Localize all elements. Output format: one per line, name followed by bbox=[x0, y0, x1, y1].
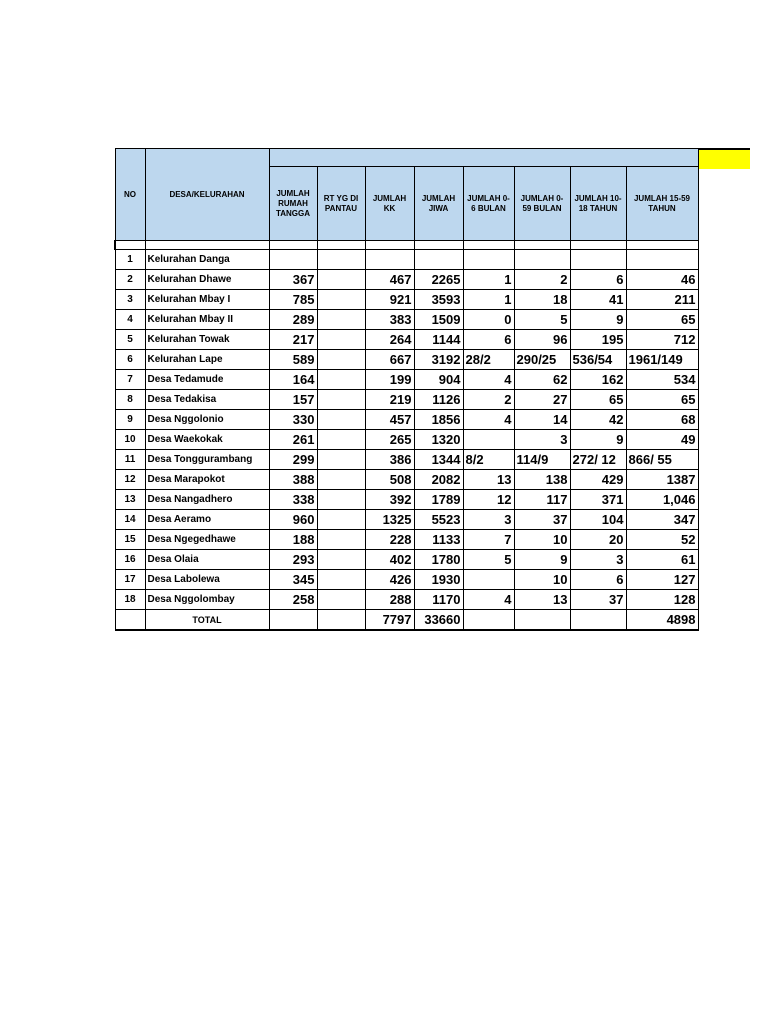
row-number: 1 bbox=[115, 250, 145, 270]
total-value: 33660 bbox=[414, 610, 463, 631]
table-row bbox=[115, 250, 698, 270]
row-value bbox=[317, 570, 365, 590]
table-body bbox=[115, 241, 698, 631]
column-header: JUMLAH 10-18 TAHUN bbox=[570, 167, 626, 241]
row-value: 5 bbox=[514, 310, 570, 330]
row-value: 13 bbox=[514, 590, 570, 610]
row-value: 114/9 bbox=[514, 450, 570, 470]
row-value: 217 bbox=[269, 330, 317, 350]
row-desa-name: Kelurahan Towak bbox=[145, 330, 269, 350]
row-value: 49 bbox=[626, 430, 698, 450]
total-value bbox=[514, 610, 570, 631]
row-value: 5523 bbox=[414, 510, 463, 530]
spacer-cell bbox=[414, 241, 463, 250]
row-value bbox=[317, 590, 365, 610]
row-value: 347 bbox=[626, 510, 698, 530]
row-value: 9 bbox=[514, 550, 570, 570]
header-row bbox=[115, 149, 698, 167]
table-row bbox=[115, 590, 698, 610]
row-value: 467 bbox=[365, 270, 414, 290]
row-number: 2 bbox=[115, 270, 145, 290]
row-value: 68 bbox=[626, 410, 698, 430]
row-value: 338 bbox=[269, 490, 317, 510]
row-value: 589 bbox=[269, 350, 317, 370]
row-desa-name: Desa Nggolombay bbox=[145, 590, 269, 610]
row-desa-name: Desa Ngegedhawe bbox=[145, 530, 269, 550]
row-number: 18 bbox=[115, 590, 145, 610]
row-value: 10 bbox=[514, 570, 570, 590]
row-desa-name: Desa Tonggurambang bbox=[145, 450, 269, 470]
row-value: 265 bbox=[365, 430, 414, 450]
row-value: 188 bbox=[269, 530, 317, 550]
row-value bbox=[365, 250, 414, 270]
row-value: 2 bbox=[463, 390, 514, 410]
row-value: 6 bbox=[463, 330, 514, 350]
spacer-cell bbox=[514, 241, 570, 250]
spacer-cell bbox=[317, 241, 365, 250]
row-value: 138 bbox=[514, 470, 570, 490]
spacer-cell bbox=[115, 241, 145, 250]
row-value: 12 bbox=[463, 490, 514, 510]
row-value bbox=[570, 250, 626, 270]
row-value: 65 bbox=[626, 310, 698, 330]
row-value bbox=[317, 490, 365, 510]
row-desa-name: Desa Tedakisa bbox=[145, 390, 269, 410]
row-value: 264 bbox=[365, 330, 414, 350]
row-value: 1780 bbox=[414, 550, 463, 570]
row-value: 1,046 bbox=[626, 490, 698, 510]
row-value: 288 bbox=[365, 590, 414, 610]
row-value: 712 bbox=[626, 330, 698, 350]
row-value: 866/ 55 bbox=[626, 450, 698, 470]
row-value: 3 bbox=[463, 510, 514, 530]
row-value: 2 bbox=[514, 270, 570, 290]
row-value: 1320 bbox=[414, 430, 463, 450]
table-row bbox=[115, 530, 698, 550]
row-value: 18 bbox=[514, 290, 570, 310]
column-header: JUMLAH JIWA bbox=[414, 167, 463, 241]
row-value: 667 bbox=[365, 350, 414, 370]
row-number: 14 bbox=[115, 510, 145, 530]
row-value: 1 bbox=[463, 270, 514, 290]
spacer-cell bbox=[626, 241, 698, 250]
total-no-cell bbox=[115, 610, 145, 631]
row-value: 290/25 bbox=[514, 350, 570, 370]
row-value: 5 bbox=[463, 550, 514, 570]
table-row bbox=[115, 430, 698, 450]
row-value: 0 bbox=[463, 310, 514, 330]
row-value: 41 bbox=[570, 290, 626, 310]
data-table bbox=[114, 148, 699, 631]
row-value bbox=[463, 570, 514, 590]
row-value: 3593 bbox=[414, 290, 463, 310]
row-value bbox=[317, 450, 365, 470]
row-value: 904 bbox=[414, 370, 463, 390]
spacer-cell bbox=[269, 241, 317, 250]
row-value: 117 bbox=[514, 490, 570, 510]
row-value bbox=[317, 510, 365, 530]
row-desa-name: Desa Tedamude bbox=[145, 370, 269, 390]
row-number: 16 bbox=[115, 550, 145, 570]
row-value bbox=[317, 270, 365, 290]
row-value: 367 bbox=[269, 270, 317, 290]
row-value bbox=[317, 350, 365, 370]
row-value bbox=[317, 330, 365, 350]
row-value bbox=[269, 250, 317, 270]
table-row bbox=[115, 410, 698, 430]
total-value bbox=[570, 610, 626, 631]
row-value: 104 bbox=[570, 510, 626, 530]
row-value: 426 bbox=[365, 570, 414, 590]
column-header: JUMLAH RUMAH TANGGA bbox=[269, 167, 317, 241]
row-desa-name: Kelurahan Mbay I bbox=[145, 290, 269, 310]
spacer-row bbox=[115, 241, 698, 250]
row-value: 3 bbox=[570, 550, 626, 570]
row-value: 6 bbox=[570, 570, 626, 590]
spacer-cell bbox=[365, 241, 414, 250]
row-value: 4 bbox=[463, 370, 514, 390]
row-value: 1344 bbox=[414, 450, 463, 470]
row-value bbox=[317, 250, 365, 270]
header-spacer bbox=[269, 149, 698, 167]
total-label: TOTAL bbox=[145, 610, 269, 631]
row-number: 13 bbox=[115, 490, 145, 510]
row-value: 293 bbox=[269, 550, 317, 570]
row-value: 157 bbox=[269, 390, 317, 410]
row-desa-name: Desa Nangadhero bbox=[145, 490, 269, 510]
row-value: 162 bbox=[570, 370, 626, 390]
row-value: 10 bbox=[514, 530, 570, 550]
row-desa-name: Kelurahan Danga bbox=[145, 250, 269, 270]
row-value: 199 bbox=[365, 370, 414, 390]
row-value: 211 bbox=[626, 290, 698, 310]
total-value bbox=[317, 610, 365, 631]
row-desa-name: Kelurahan Dhawe bbox=[145, 270, 269, 290]
row-value: 960 bbox=[269, 510, 317, 530]
row-value bbox=[317, 310, 365, 330]
row-number: 6 bbox=[115, 350, 145, 370]
row-value: 3192 bbox=[414, 350, 463, 370]
spacer-cell bbox=[463, 241, 514, 250]
row-value: 9 bbox=[570, 310, 626, 330]
row-value: 330 bbox=[269, 410, 317, 430]
row-value: 1170 bbox=[414, 590, 463, 610]
row-value: 386 bbox=[365, 450, 414, 470]
column-header: JUMLAH KK bbox=[365, 167, 414, 241]
row-desa-name: Desa Marapokot bbox=[145, 470, 269, 490]
row-number: 3 bbox=[115, 290, 145, 310]
row-value: 9 bbox=[570, 430, 626, 450]
row-value: 8/2 bbox=[463, 450, 514, 470]
row-value: 96 bbox=[514, 330, 570, 350]
row-value: 402 bbox=[365, 550, 414, 570]
row-value bbox=[317, 470, 365, 490]
row-value bbox=[317, 430, 365, 450]
row-value: 219 bbox=[365, 390, 414, 410]
table-row bbox=[115, 330, 698, 350]
row-value: 7 bbox=[463, 530, 514, 550]
row-value: 1387 bbox=[626, 470, 698, 490]
row-value: 785 bbox=[269, 290, 317, 310]
row-value: 65 bbox=[626, 390, 698, 410]
row-value bbox=[514, 250, 570, 270]
row-value: 4 bbox=[463, 410, 514, 430]
table-row bbox=[115, 310, 698, 330]
row-value: 299 bbox=[269, 450, 317, 470]
row-value: 258 bbox=[269, 590, 317, 610]
total-value: 7797 bbox=[365, 610, 414, 631]
row-value: 128 bbox=[626, 590, 698, 610]
row-value: 1 bbox=[463, 290, 514, 310]
row-desa-name: Desa Aeramo bbox=[145, 510, 269, 530]
row-value: 457 bbox=[365, 410, 414, 430]
row-value bbox=[317, 370, 365, 390]
row-value: 37 bbox=[514, 510, 570, 530]
row-value: 388 bbox=[269, 470, 317, 490]
row-number: 8 bbox=[115, 390, 145, 410]
row-value: 921 bbox=[365, 290, 414, 310]
table-row bbox=[115, 290, 698, 310]
row-value bbox=[626, 250, 698, 270]
row-desa-name: Desa Nggolonio bbox=[145, 410, 269, 430]
row-value: 429 bbox=[570, 470, 626, 490]
total-value bbox=[269, 610, 317, 631]
column-header: JUMLAH 15-59 TAHUN bbox=[626, 167, 698, 241]
row-desa-name: Kelurahan Mbay II bbox=[145, 310, 269, 330]
row-value: 1126 bbox=[414, 390, 463, 410]
row-number: 7 bbox=[115, 370, 145, 390]
row-value: 383 bbox=[365, 310, 414, 330]
total-value: 4898 bbox=[626, 610, 698, 631]
row-value: 164 bbox=[269, 370, 317, 390]
row-value: 536/54 bbox=[570, 350, 626, 370]
row-desa-name: Desa Labolewa bbox=[145, 570, 269, 590]
spacer-cell bbox=[570, 241, 626, 250]
row-value: 261 bbox=[269, 430, 317, 450]
row-value: 61 bbox=[626, 550, 698, 570]
row-desa-name: Desa Waekokak bbox=[145, 430, 269, 450]
row-value bbox=[317, 390, 365, 410]
row-number: 15 bbox=[115, 530, 145, 550]
row-value bbox=[317, 550, 365, 570]
row-value: 1509 bbox=[414, 310, 463, 330]
row-value: 2082 bbox=[414, 470, 463, 490]
row-value: 28/2 bbox=[463, 350, 514, 370]
table-row bbox=[115, 350, 698, 370]
row-value: 1930 bbox=[414, 570, 463, 590]
row-number: 10 bbox=[115, 430, 145, 450]
row-number: 11 bbox=[115, 450, 145, 470]
row-value: 392 bbox=[365, 490, 414, 510]
row-number: 9 bbox=[115, 410, 145, 430]
header-no: NO bbox=[115, 149, 145, 241]
row-value: 228 bbox=[365, 530, 414, 550]
row-value bbox=[317, 290, 365, 310]
row-number: 4 bbox=[115, 310, 145, 330]
row-value: 1856 bbox=[414, 410, 463, 430]
table-row bbox=[115, 270, 698, 290]
table-row bbox=[115, 490, 698, 510]
row-value: 289 bbox=[269, 310, 317, 330]
total-value bbox=[463, 610, 514, 631]
row-value: 371 bbox=[570, 490, 626, 510]
table-row bbox=[115, 450, 698, 470]
row-value: 534 bbox=[626, 370, 698, 390]
row-value: 27 bbox=[514, 390, 570, 410]
row-value: 2265 bbox=[414, 270, 463, 290]
row-value: 37 bbox=[570, 590, 626, 610]
table-row bbox=[115, 550, 698, 570]
row-value: 4 bbox=[463, 590, 514, 610]
row-desa-name: Kelurahan Lape bbox=[145, 350, 269, 370]
row-number: 17 bbox=[115, 570, 145, 590]
row-value: 1144 bbox=[414, 330, 463, 350]
row-value bbox=[463, 250, 514, 270]
row-value: 65 bbox=[570, 390, 626, 410]
row-value: 14 bbox=[514, 410, 570, 430]
row-value: 345 bbox=[269, 570, 317, 590]
row-value: 127 bbox=[626, 570, 698, 590]
table-row bbox=[115, 390, 698, 410]
row-value bbox=[317, 410, 365, 430]
row-value: 13 bbox=[463, 470, 514, 490]
row-value: 52 bbox=[626, 530, 698, 550]
row-value: 272/ 12 bbox=[570, 450, 626, 470]
row-value: 46 bbox=[626, 270, 698, 290]
row-value bbox=[414, 250, 463, 270]
column-header: RT YG DI PANTAU bbox=[317, 167, 365, 241]
row-value: 1325 bbox=[365, 510, 414, 530]
table-row bbox=[115, 470, 698, 490]
row-value: 508 bbox=[365, 470, 414, 490]
column-header: JUMLAH 0-59 BULAN bbox=[514, 167, 570, 241]
row-value: 62 bbox=[514, 370, 570, 390]
row-value: 195 bbox=[570, 330, 626, 350]
row-value: 1133 bbox=[414, 530, 463, 550]
row-value: 1789 bbox=[414, 490, 463, 510]
row-value: 42 bbox=[570, 410, 626, 430]
table-row bbox=[115, 570, 698, 590]
table-row bbox=[115, 510, 698, 530]
row-number: 5 bbox=[115, 330, 145, 350]
row-value: 6 bbox=[570, 270, 626, 290]
row-value: 3 bbox=[514, 430, 570, 450]
header-desa: DESA/KELURAHAN bbox=[145, 149, 269, 241]
column-header: JUMLAH 0-6 BULAN bbox=[463, 167, 514, 241]
spacer-cell bbox=[145, 241, 269, 250]
row-value bbox=[463, 430, 514, 450]
row-value bbox=[317, 530, 365, 550]
table-row bbox=[115, 370, 698, 390]
total-row bbox=[115, 610, 698, 631]
row-number: 12 bbox=[115, 470, 145, 490]
row-desa-name: Desa Olaia bbox=[145, 550, 269, 570]
row-value: 20 bbox=[570, 530, 626, 550]
row-value: 1961/149 bbox=[626, 350, 698, 370]
